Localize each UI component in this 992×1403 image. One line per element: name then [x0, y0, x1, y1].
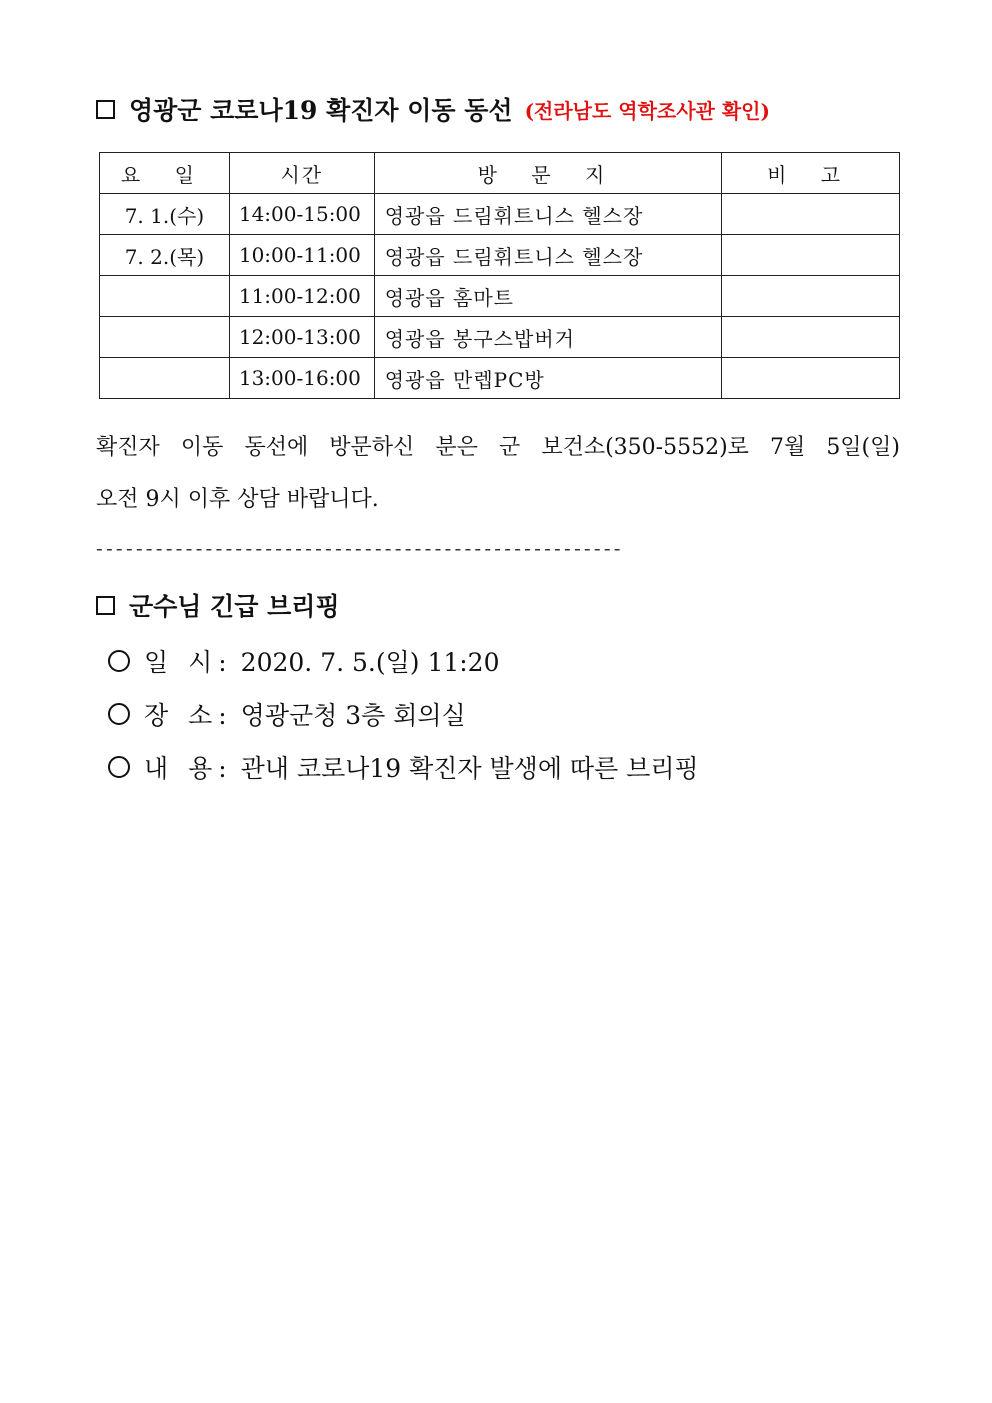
header-time: 시간	[229, 153, 374, 194]
cell-note	[722, 358, 900, 399]
item-label: 내 용:	[144, 753, 233, 783]
cell-time: 10:00-11:00	[229, 235, 374, 276]
table-row	[100, 276, 900, 317]
cell-note	[722, 276, 900, 317]
item-value: 영광군청 3층 회의실	[240, 700, 466, 730]
cell-time: 13:00-16:00	[229, 358, 374, 399]
cell-day: 7. 1.(수)	[100, 194, 230, 235]
item-value: 관내 코로나19 확진자 발생에 따른 브리핑	[240, 753, 699, 783]
cell-day	[100, 276, 230, 317]
cell-place: 영광읍 드림휘트니스 헬스장	[374, 235, 722, 276]
list-item	[108, 740, 699, 793]
notice-word: 방문하신	[329, 435, 415, 460]
table-row	[100, 194, 900, 235]
table-header-row	[100, 153, 900, 194]
cell-time: 14:00-15:00	[229, 194, 374, 235]
cell-note	[722, 194, 900, 235]
cell-time: 11:00-12:00	[229, 276, 374, 317]
item-label: 일 시:	[144, 647, 233, 677]
notice-word: 분은	[435, 435, 478, 460]
table-row	[100, 317, 900, 358]
notice-word: 보건소(350-5552)로	[541, 435, 749, 460]
item-label: 장 소:	[144, 700, 233, 730]
list-item	[108, 687, 699, 740]
cell-day: 7. 2.(목)	[100, 235, 230, 276]
route-section-title: 영광군 코로나19 확진자 이동 동선	[129, 96, 513, 125]
route-section-heading	[96, 91, 770, 127]
checkbox-icon	[96, 596, 115, 615]
header-note: 비 고	[722, 153, 900, 194]
route-table	[99, 152, 900, 399]
item-value: 2020. 7. 5.(일) 11:20	[240, 647, 500, 677]
contact-notice	[96, 422, 900, 526]
header-place: 방 문 지	[374, 153, 722, 194]
checkbox-icon	[96, 100, 115, 119]
cell-place: 영광읍 만렙PC방	[374, 358, 722, 399]
cell-time: 12:00-13:00	[229, 317, 374, 358]
notice-word: 5일(일)	[826, 435, 900, 460]
briefing-section-heading	[96, 587, 340, 623]
notice-word: 7월	[769, 435, 806, 460]
notice-word: 확진자	[96, 435, 160, 460]
briefing-details	[108, 634, 699, 793]
cell-place: 영광읍 홈마트	[374, 276, 722, 317]
cell-day	[100, 358, 230, 399]
briefing-section-title: 군수님 긴급 브리핑	[129, 592, 340, 621]
dashed-divider: -----------------------------------------------------	[96, 536, 624, 560]
header-day: 요 일	[100, 153, 230, 194]
cell-place: 영광읍 봉구스밥버거	[374, 317, 722, 358]
notice-word: 군	[498, 435, 521, 460]
cell-note	[722, 317, 900, 358]
cell-note	[722, 235, 900, 276]
notice-word: 동선에	[244, 435, 309, 460]
cell-day	[100, 317, 230, 358]
circle-icon	[108, 703, 130, 725]
notice-line-2: 오전 9시 이후 상담 바랍니다.	[96, 487, 379, 512]
cell-place: 영광읍 드림휘트니스 헬스장	[374, 194, 722, 235]
route-section-note: (전라남도 역학조사관 확인)	[524, 98, 770, 123]
table-row	[100, 358, 900, 399]
table-row	[100, 235, 900, 276]
circle-icon	[108, 650, 130, 672]
circle-icon	[108, 756, 130, 778]
notice-line-1	[96, 422, 900, 474]
notice-word: 이동	[180, 435, 224, 460]
list-item	[108, 634, 699, 687]
